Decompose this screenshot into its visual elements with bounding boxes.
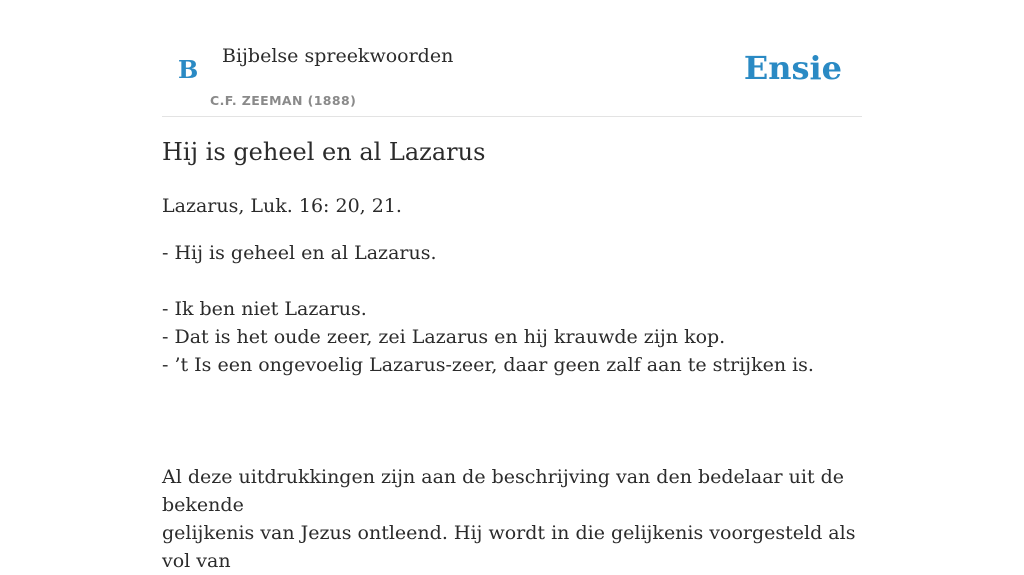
saying-line: - ’t Is een ongevoelig Lazarus-zeer, daar geen zalf aan te strijken is. (162, 354, 814, 376)
saying-line: - Hij is geheel en al Lazarus. (162, 242, 437, 264)
explanation-text (162, 463, 862, 575)
entry-content (162, 192, 862, 575)
paragraph-gap (162, 379, 862, 463)
ensie-logo[interactable]: Ensie (743, 49, 842, 87)
book-title-link[interactable]: Bijbelse spreekwoorden (222, 45, 454, 67)
page-header (162, 0, 862, 117)
explanation-line: Al deze uitdrukkingen zijn aan de beschrijving van den bedelaar uit de bekende (162, 466, 845, 516)
paragraph-gap (162, 267, 862, 295)
entry-title: Hij is geheel en al Lazarus (162, 138, 486, 166)
scripture-reference: Lazarus, Luk. 16: 20, 21. (162, 195, 402, 217)
book-initial-icon[interactable]: B (178, 55, 199, 84)
saying-line: - Dat is het oude zeer, zei Lazarus en hij krauwde zijn kop. (162, 326, 726, 348)
page (162, 0, 862, 572)
explanation-line: gelijkenis van Jezus ontleend. Hij wordt in die gelijkenis voorgesteld als vol van (162, 522, 856, 572)
saying-line: - Ik ben niet Lazarus. (162, 298, 367, 320)
book-author: C.F. ZEEMAN (1888) (210, 93, 357, 108)
